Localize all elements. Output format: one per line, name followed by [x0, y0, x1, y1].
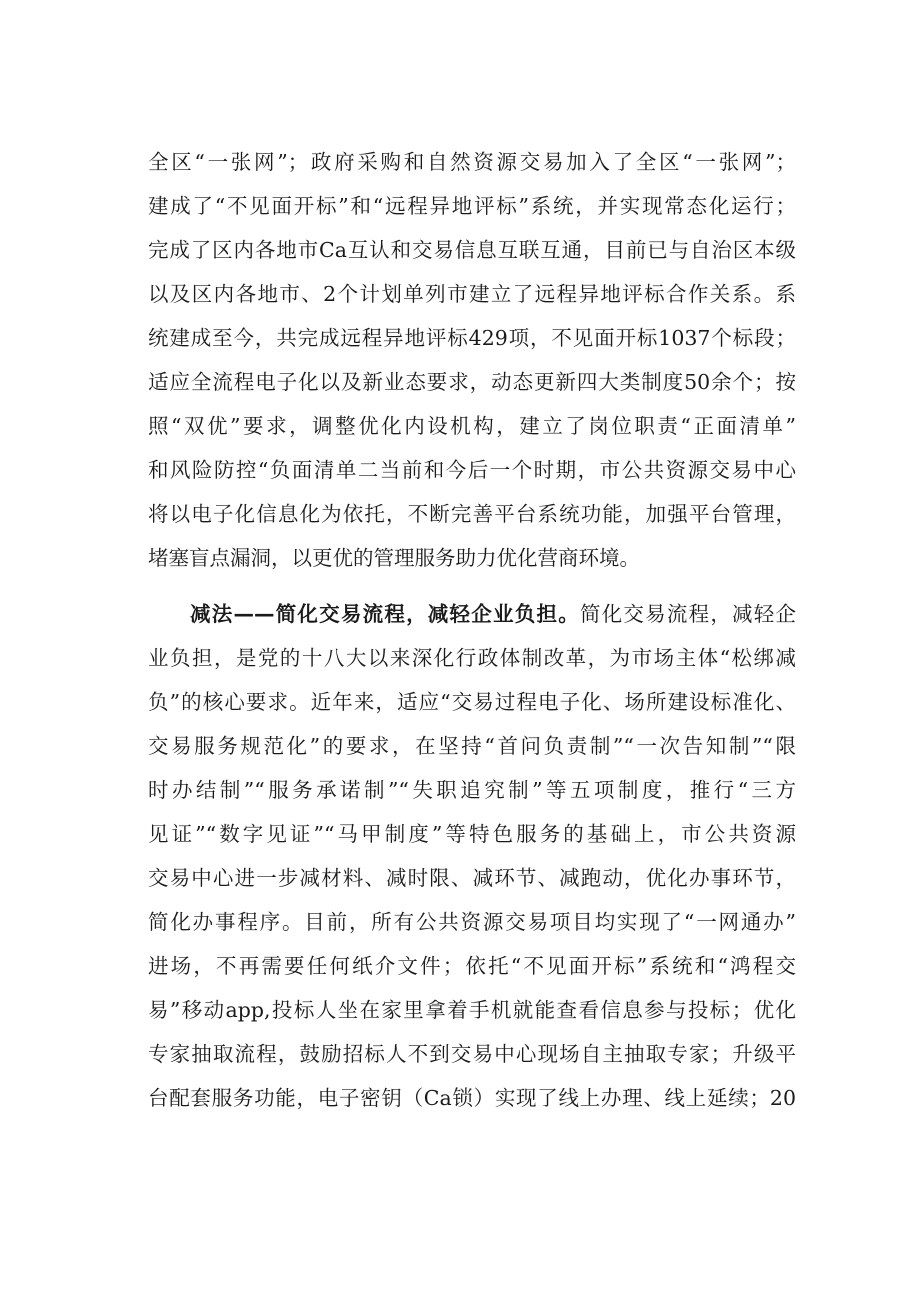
text-line: 专家抽取流程，鼓励招标人不到交易中心现场自主抽取专家；升级平	[148, 1042, 796, 1066]
text-line: 负”的核心要求。近年来，适应“交易过程电子化、场所建设标准化、	[148, 690, 796, 714]
text-line: 以及区内各地市、2个计划单列市建立了远程异地评标合作关系。系	[148, 282, 796, 306]
text-line: 交易服务规范化”的要求，在坚持“首问负责制”“一次告知制”“限	[148, 734, 796, 758]
text-line: 交易中心进一步减材料、减时限、减环节、减跑动，优化办事环节，	[148, 866, 796, 890]
text-line: 进场，不再需要任何纸介文件；依托“不见面开标”系统和“鸿程交	[148, 954, 796, 978]
section-heading: 减法——简化交易流程，减轻企业负担。	[190, 602, 580, 626]
text-line: 简化办事程序。目前，所有公共资源交易项目均实现了“一网通办”	[148, 910, 796, 934]
text-line: 适应全流程电子化以及新业态要求，动态更新四大类制度50余个；按	[148, 370, 796, 394]
text-line: 全区“一张网”；政府采购和自然资源交易加入了全区“一张网”；	[148, 150, 796, 174]
text-line: 统建成至今，共完成远程异地评标429项，不见面开标1037个标段；	[148, 326, 796, 350]
text-line: 见证”“数字见证”“马甲制度”等特色服务的基础上，市公共资源	[148, 822, 796, 846]
text-line: 照“双优”要求，调整优化内设机构，建立了岗位职责“正面清单”	[148, 414, 796, 438]
text-line	[190, 592, 796, 636]
heading-line-rest: 简化交易流程，减轻企	[579, 602, 797, 626]
text-line: 建成了“不见面开标”和“远程异地评标”系统，并实现常态化运行；	[148, 194, 796, 218]
text-line: 易”移动app,投标人坐在家里拿着手机就能查看信息参与投标；优化	[148, 998, 796, 1022]
text-line: 和风险防控“负面清单二当前和今后一个时期，市公共资源交易中心	[148, 458, 796, 482]
text-line: 将以电子化信息化为依托，不断完善平台系统功能，加强平台管理，	[148, 502, 796, 526]
text-line: 台配套服务功能，电子密钥（Ca锁）实现了线上办理、线上延续；20	[148, 1086, 796, 1110]
text-line: 时办结制”“服务承诺制”“失职追究制”等五项制度，推行“三方	[148, 778, 796, 802]
text-line: 堵塞盲点漏洞，以更优的管理服务助力优化营商环境。	[148, 546, 640, 570]
text-line: 业负担，是党的十八大以来深化行政体制改革，为市场主体“松绑减	[148, 646, 796, 670]
text-line: 完成了区内各地市Ca互认和交易信息互联互通，目前已与自治区本级	[148, 238, 796, 262]
